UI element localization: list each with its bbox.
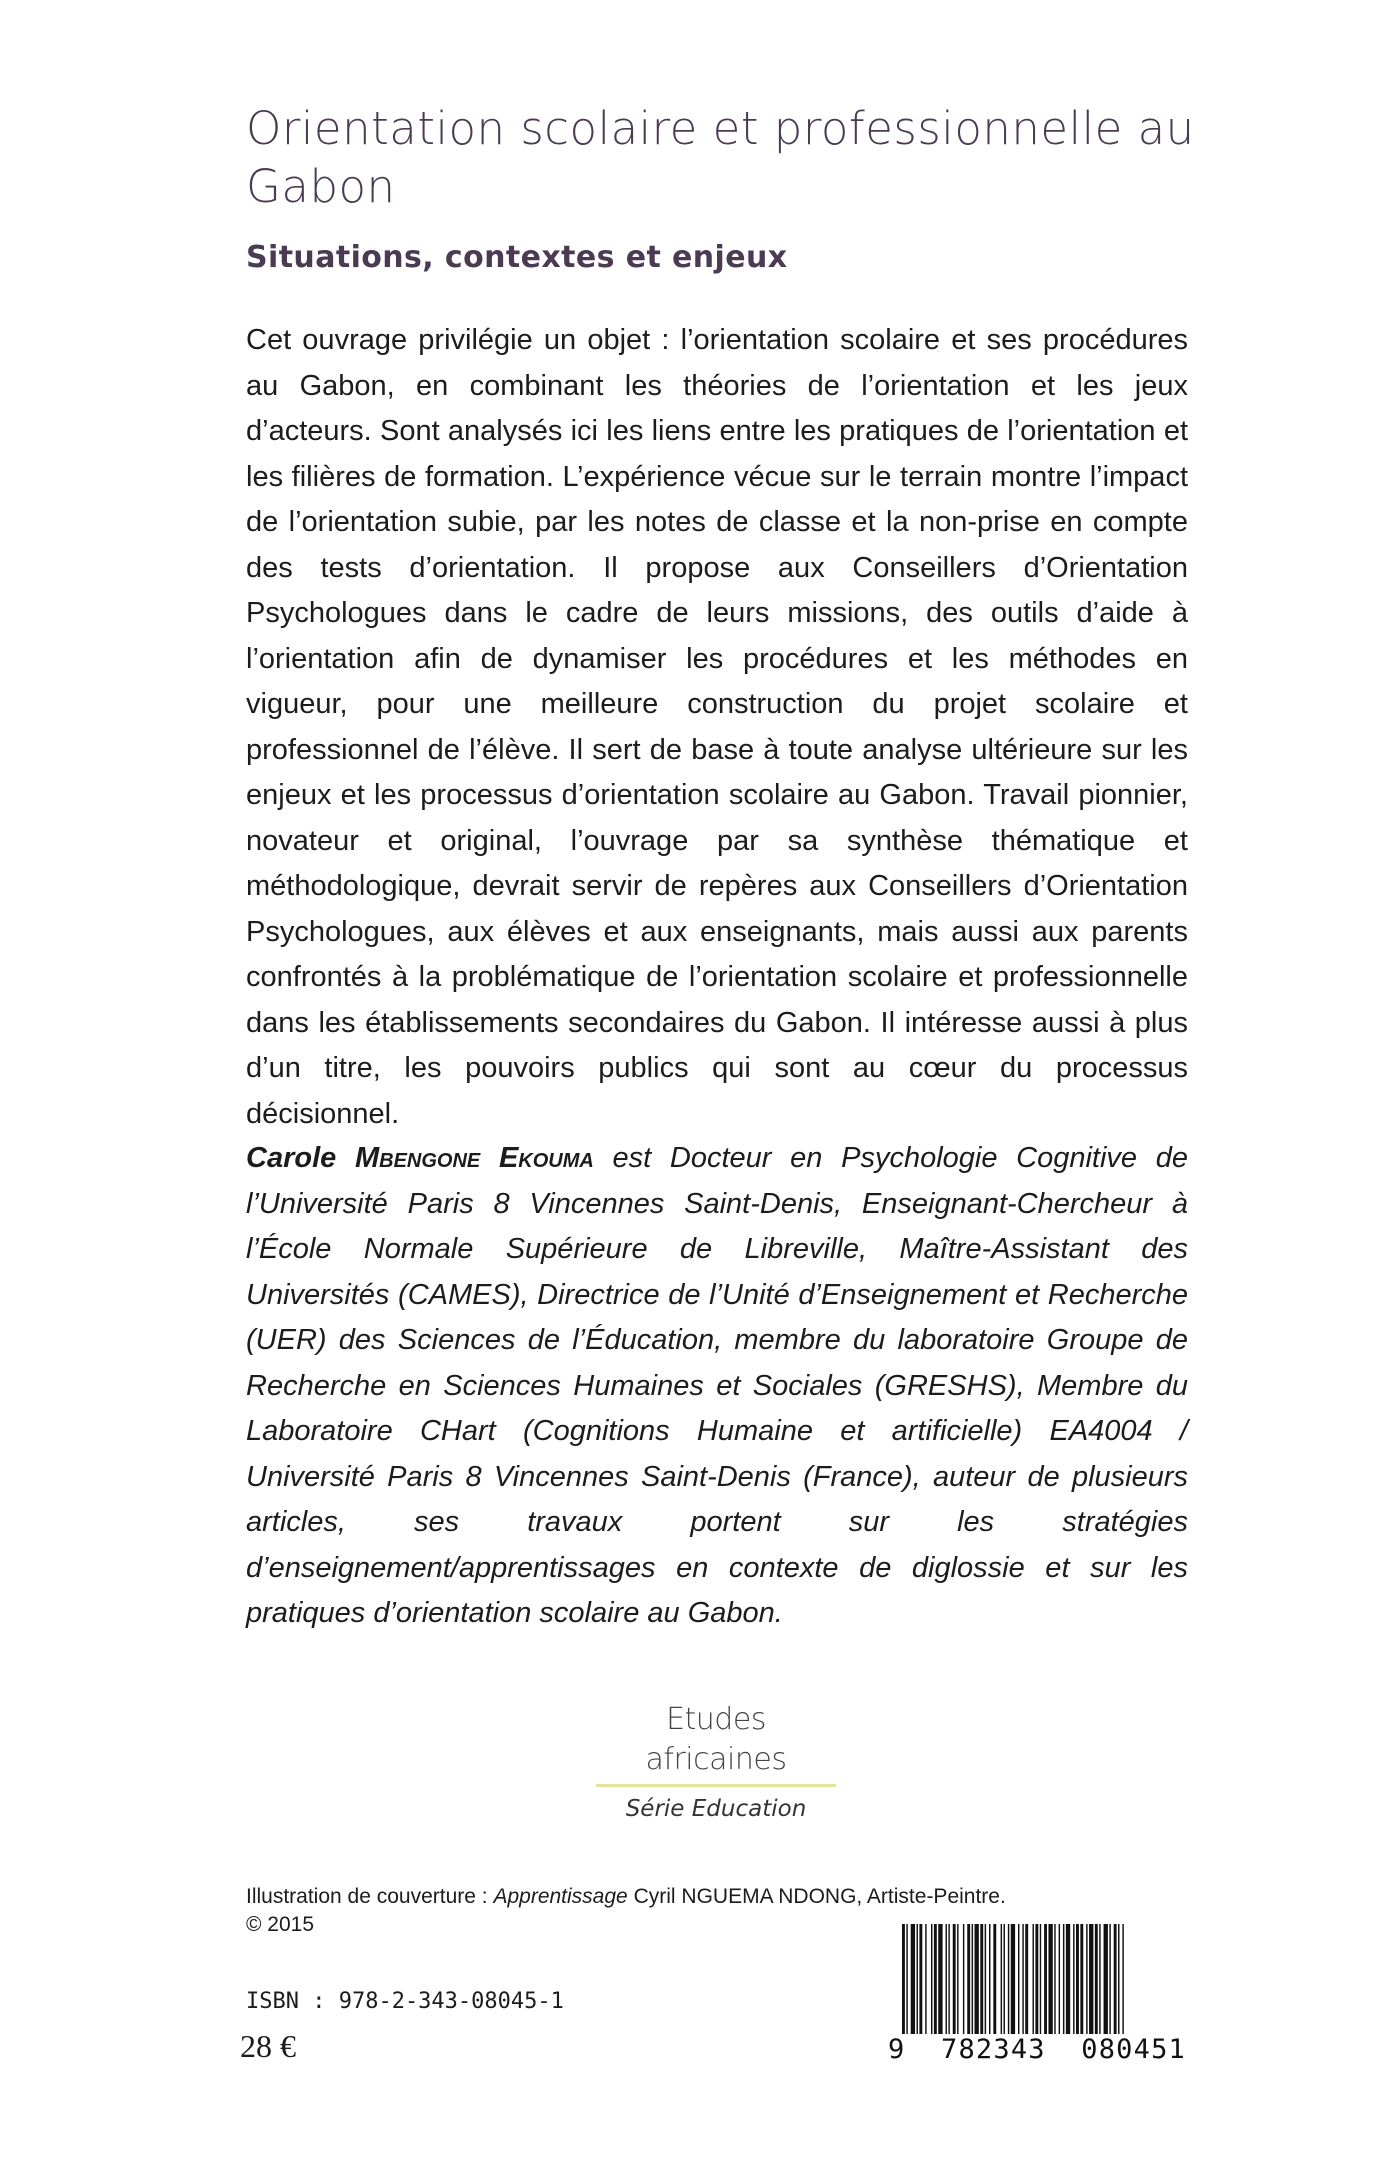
author-first-name: Carole: [246, 1142, 337, 1174]
book-subtitle: Situations, contextes et enjeux: [246, 240, 788, 275]
collection-series: Série Education: [625, 1796, 807, 1822]
book-summary: Cet ouvrage privilégie un objet : l’orientation scolaire et ses procédures au Gabon, en combinant les théories de l’orientation et les jeux d’acteurs. Sont analysés ici les liens entre les pratiques de l’orientation et les filières de formation. L’expérience vécue sur le terrain montre l’impact de l’orientation subie, par les notes de classe et la non-prise en compte des tests d’orientation. Il propose aux Conseillers d’Orientation Psychologues dans le cadre de leurs missions, des outils d’aide à l’orientation afin de dynamiser les procédures et les méthodes en vigueur, pour une meilleure construction du projet scolaire et professionnel de l’élève. Il sert de base à toute analyse ultérieure sur les enjeux et les processus d’orientation scolaire au Gabon. Travail pionnier, novateur et original, l’ouvrage par sa synthèse thématique et méthodologique, devrait servir de repères aux Conseillers d’Orientation Psychologues, aux élèves et aux enseignants, mais aussi aux parents confrontés à la problématique de l’orientation scolaire et professionnelle dans les établissements secondaires du Gabon. Il intéresse aussi à plus d’un titre, les pouvoirs publics qui sont au cœur du processus décisionnel.: [246, 324, 1188, 1130]
author-last-name: Mbengone Ekouma: [354, 1142, 594, 1174]
copyright: © 2015: [246, 1913, 315, 1936]
book-title: Orientation scolaire et professionnelle au Gabon: [246, 102, 1195, 213]
credit-label: Illustration de couverture :: [246, 1885, 488, 1908]
barcode-digits-right: 080451: [1081, 2034, 1186, 2065]
cover-credit: [246, 1883, 1006, 1911]
barcode-digits-left: 782343: [941, 2034, 1046, 2065]
credit-artist: Cyril NGUEMA NDONG, Artiste-Peintre.: [633, 1885, 1006, 1908]
author-biography: [246, 1136, 1188, 1637]
isbn: ISBN : 978-2-343-08045-1: [246, 1989, 564, 2014]
price: 28 €: [240, 2028, 296, 2064]
barcode-digits: [888, 2034, 1186, 2066]
author-bio-text: est Docteur en Psychologie Cognitive de l’Université Paris 8 Vincennes Saint-Denis, Enseignant-Chercheur à l’École Normale Supérieure de Libreville, Maître-Assistant des Universités (CAMES), Directrice de l’Unité d’Enseignement et Recherche (UER) des Sciences de l’Éducation, membre du laboratoire Groupe de Recherche en Sciences Humaines et Sociales (GRESHS), Membre du Laboratoire CHart (Cognitions Humaine et artificielle) EA4004 / Université Paris 8 Vincennes Saint-Denis (France), auteur de plusieurs articles, ses travaux portent sur les stratégies d’enseignement/apprentissages en contexte de diglossie et sur les pratiques d’orientation scolaire au Gabon.: [246, 1142, 1189, 1629]
collection-name: Etudes africaines: [645, 1702, 787, 1777]
collection-logo: [596, 1700, 836, 1827]
credit-work: Apprentissage: [493, 1885, 628, 1908]
collection-rule: [596, 1784, 836, 1787]
barcode-digit-lead: 9: [888, 2034, 906, 2065]
